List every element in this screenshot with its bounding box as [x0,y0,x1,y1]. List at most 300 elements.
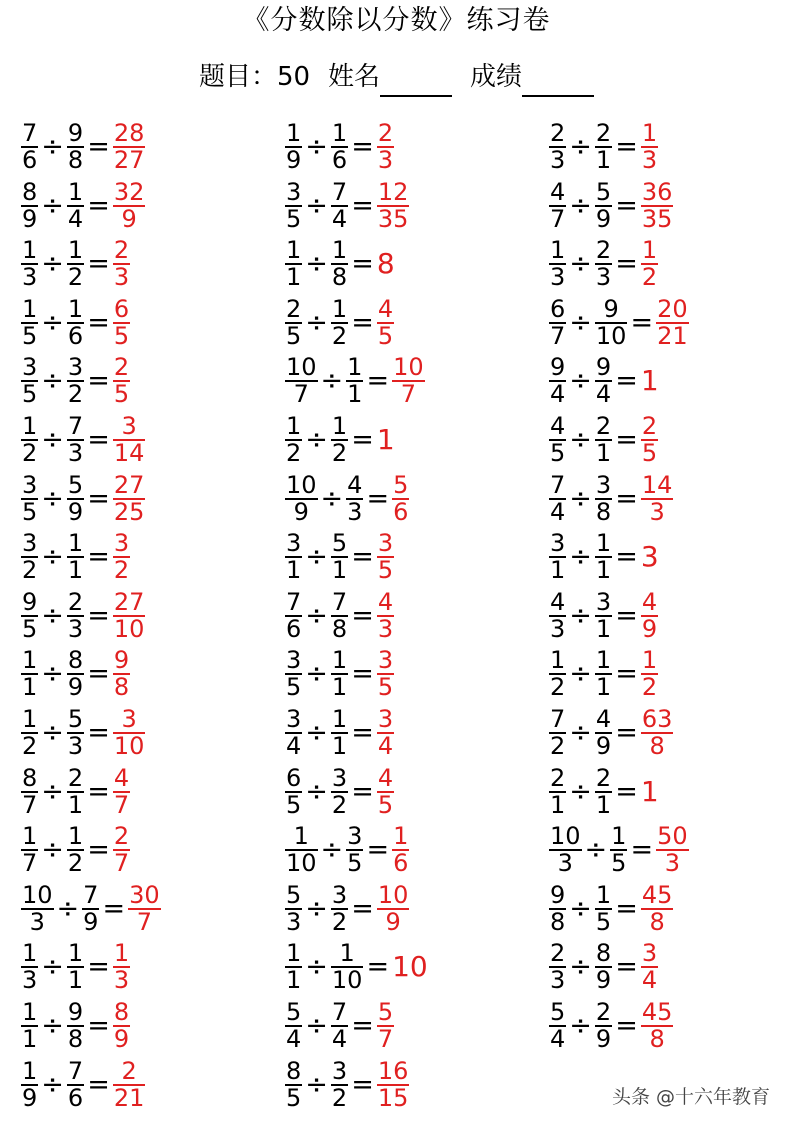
answer-fraction [113,587,146,643]
dividend-fraction [21,763,38,819]
dividend-fraction-numerator: 3 [286,529,302,558]
divisor-fraction [595,1000,612,1052]
divisor-fraction-denominator: 5 [611,849,627,878]
divisor-fraction-denominator: 8 [67,1025,84,1053]
divisor-fraction-denominator: 1 [595,439,612,467]
equals-sign: = [351,892,374,924]
answer-fraction-denominator: 15 [377,1083,409,1112]
dividend-fraction-numerator: 2 [550,939,566,968]
answer-fraction-denominator: 5 [377,321,394,350]
answer-fraction-denominator: 6 [393,497,409,526]
dividend-fraction-denominator: 5 [286,321,302,350]
equals-sign: = [87,1010,110,1041]
answer-fraction [656,294,689,350]
dividend-fraction-denominator: 9 [293,497,309,526]
equals-sign: = [615,599,638,631]
divisor-fraction-numerator: 3 [331,763,348,792]
divisor-fraction-numerator: 2 [67,587,84,616]
divisor-fraction [67,414,84,466]
dividend-fraction [21,414,38,466]
divisor-fraction [67,707,84,759]
dividend-fraction-denominator: 1 [286,263,302,292]
divisor-fraction [67,294,84,350]
equals-sign: = [87,306,110,338]
equation-row [285,938,428,996]
dividend-fraction-numerator: 4 [550,412,566,440]
equation-row [21,997,130,1055]
divisor-fraction-denominator: 9 [595,1025,612,1053]
answer-fraction-denominator: 7 [113,849,130,878]
divisor-fraction [331,531,348,583]
equals-sign: = [351,1068,374,1100]
divide-sign: ÷ [584,834,608,866]
divisor-fraction-denominator: 4 [595,380,612,409]
dividend-fraction-denominator: 7 [550,321,566,350]
divisor-fraction-denominator: 6 [331,146,348,174]
dividend-fraction [549,648,566,700]
equals-sign: = [87,951,110,983]
dividend-fraction-numerator: 3 [286,646,302,675]
equals-sign: = [615,541,638,573]
divisor-fraction [67,941,84,993]
divide-sign: ÷ [305,599,328,631]
dividend-fraction-denominator: 5 [286,673,302,702]
divisor-fraction-denominator: 2 [331,439,348,467]
equals-sign: = [615,658,638,690]
divisor-fraction-denominator: 1 [347,380,363,409]
name-blank[interactable] [380,59,452,97]
equation-row [549,587,658,645]
answer-fraction-numerator: 30 [129,880,160,909]
score-blank[interactable] [522,59,594,97]
equation-row [285,880,409,938]
answer-fraction-numerator: 20 [657,294,688,323]
divisor-fraction-denominator: 1 [595,146,612,174]
equation-row [285,177,409,235]
dividend-fraction-numerator: 1 [550,646,566,675]
watermark: 头条 @十六年教育 [612,1086,771,1108]
divisor-fraction-numerator: 2 [595,236,612,265]
equation-row [549,294,689,352]
divisor-fraction-numerator: 1 [67,177,84,206]
divisor-fraction [331,238,348,290]
answer-fraction [641,470,674,526]
dividend-fraction [285,707,302,759]
answer-fraction [113,238,130,290]
divisor-fraction-denominator: 1 [67,790,84,819]
divisor-fraction-denominator: 3 [347,497,363,526]
divide-sign: ÷ [305,951,328,983]
divisor-fraction-denominator: 9 [67,497,84,526]
answer-fraction [641,707,674,759]
divide-sign: ÷ [41,248,64,280]
dividend-fraction [285,355,318,407]
divide-sign: ÷ [305,189,328,221]
answer-fraction-numerator: 4 [377,587,394,616]
answer-fraction-numerator: 1 [113,939,130,968]
equals-sign: = [351,306,374,338]
answer-fraction [392,355,425,407]
dividend-fraction [285,587,302,643]
divisor-fraction-denominator: 1 [595,614,612,643]
divisor-fraction [67,1000,84,1052]
answer-fraction-denominator: 14 [113,439,145,467]
answer-fraction-numerator: 3 [377,705,394,733]
equals-sign: = [615,892,638,924]
answer-fraction-denominator: 3 [113,966,130,995]
answer-fraction-numerator: 32 [113,177,145,206]
divisor-fraction-numerator: 3 [347,822,363,851]
divide-sign: ÷ [41,1010,64,1041]
dividend-fraction-numerator: 1 [22,822,38,851]
equals-sign: = [630,834,654,866]
divisor-fraction [331,1056,348,1112]
dividend-fraction-numerator: 1 [22,236,38,265]
equals-sign: = [351,541,374,573]
divide-sign: ÷ [320,482,344,514]
answer-whole-number: 8 [376,247,395,281]
divisor-fraction-denominator: 1 [67,966,84,995]
divisor-fraction [595,294,628,350]
equation-row [21,235,130,293]
divisor-fraction-numerator: 1 [67,294,84,323]
answer-fraction-denominator: 2 [641,673,658,702]
answer-fraction-numerator: 45 [641,880,673,909]
answer-fraction-denominator: 3 [377,146,394,174]
answer-fraction-denominator: 8 [649,732,665,760]
dividend-fraction-denominator: 1 [550,790,566,819]
divisor-fraction-numerator: 8 [595,939,612,968]
divisor-fraction-denominator: 3 [67,439,84,467]
answer-fraction-numerator: 5 [377,998,394,1026]
divisor-fraction [67,763,84,819]
divide-sign: ÷ [56,892,80,924]
dividend-fraction [285,531,302,583]
divide-sign: ÷ [41,658,64,690]
divisor-fraction-numerator: 9 [67,998,84,1026]
answer-fraction [377,294,394,350]
divisor-fraction-denominator: 10 [331,966,363,995]
divisor-fraction-denominator: 2 [331,907,348,936]
dividend-fraction-numerator: 7 [550,470,566,499]
divisor-fraction-denominator: 1 [67,556,84,585]
answer-fraction-denominator: 5 [113,321,130,350]
equation-row [285,470,409,528]
dividend-fraction-denominator: 7 [293,380,309,409]
dividend-fraction [21,707,38,759]
dividend-fraction-denominator: 3 [550,614,566,643]
answer-fraction [113,824,130,876]
dividend-fraction-denominator: 5 [22,497,38,526]
divisor-fraction-denominator: 9 [595,966,612,995]
divisor-fraction [331,941,364,993]
dividend-fraction [21,294,38,350]
dividend-fraction-denominator: 4 [550,497,566,526]
divisor-fraction [67,470,84,526]
divisor-fraction-numerator: 1 [331,941,364,968]
answer-fraction-numerator: 4 [113,763,130,792]
divisor-fraction-denominator: 9 [83,907,99,936]
dividend-fraction [21,121,38,173]
dividend-fraction-numerator: 9 [22,587,38,616]
dividend-fraction-numerator: 9 [550,880,566,909]
divide-sign: ÷ [305,248,328,280]
dividend-fraction-numerator: 1 [286,412,302,440]
dividend-fraction-numerator: 7 [286,587,302,616]
divisor-fraction [595,880,612,936]
equation-row [285,821,409,879]
divide-sign: ÷ [305,892,328,924]
answer-fraction [641,587,658,643]
divisor-fraction [331,177,348,233]
equation-row [21,177,145,235]
answer-fraction-numerator: 2 [113,236,130,265]
answer-fraction-numerator: 8 [113,998,130,1026]
divisor-fraction [331,587,348,643]
answer-fraction-numerator: 3 [113,707,146,734]
divide-sign: ÷ [41,306,64,338]
dividend-fraction-denominator: 3 [550,263,566,292]
divisor-fraction-numerator: 1 [67,939,84,968]
dividend-fraction-numerator: 8 [22,177,38,206]
dividend-fraction-denominator: 3 [557,849,573,878]
answer-fraction-numerator: 4 [377,294,394,323]
divisor-fraction-numerator: 1 [67,822,84,851]
divide-sign: ÷ [305,541,328,573]
dividend-fraction-denominator: 1 [550,556,566,585]
dividend-fraction [285,177,302,233]
divisor-fraction-numerator: 1 [595,646,612,675]
dividend-fraction [21,238,38,290]
answer-fraction-numerator: 27 [113,470,145,499]
answer-fraction [377,177,410,233]
answer-fraction-numerator: 3 [377,646,394,675]
equals-sign: = [351,424,374,455]
equation-row [285,704,394,762]
answer-fraction-numerator: 4 [641,587,658,616]
equation-row [549,235,658,293]
equals-sign: = [87,365,110,397]
dividend-fraction-denominator: 1 [22,1025,38,1053]
answer-fraction-denominator: 5 [377,790,394,819]
divide-sign: ÷ [569,306,592,338]
divisor-fraction-numerator: 1 [331,236,348,265]
equals-sign: = [351,248,374,280]
answer-fraction-numerator: 16 [377,1056,409,1085]
divisor-fraction-numerator: 5 [595,177,612,206]
dividend-fraction-numerator: 7 [550,705,566,733]
answer-fraction-denominator: 10 [113,614,145,643]
answer-fraction-denominator: 3 [113,263,130,292]
dividend-fraction-denominator: 2 [22,732,38,760]
answer-fraction-denominator: 21 [657,321,688,350]
answer-fraction-denominator: 7 [377,1025,394,1053]
dividend-fraction [549,294,566,350]
equals-sign: = [351,1010,374,1041]
answer-fraction [128,880,161,936]
answer-fraction-numerator: 6 [113,294,130,323]
equation-row [549,411,658,469]
dividend-fraction-numerator: 1 [285,824,318,851]
equation-row [21,763,130,821]
answer-fraction-denominator: 9 [641,614,658,643]
divide-sign: ÷ [41,834,64,866]
equals-sign: = [366,834,390,866]
answer-fraction-denominator: 9 [385,907,401,936]
answer-fraction [377,587,394,643]
answer-fraction-denominator: 3 [664,849,680,878]
divisor-fraction-numerator: 9 [67,119,84,147]
divisor-fraction [67,177,84,233]
dividend-fraction-numerator: 5 [286,998,302,1026]
equals-sign: = [351,599,374,631]
dividend-fraction [21,355,38,407]
divide-sign: ÷ [305,1068,328,1100]
equation-row [21,645,130,703]
dividend-fraction-numerator: 1 [22,998,38,1026]
divisor-fraction [595,355,612,407]
dividend-fraction [21,1056,38,1112]
divide-sign: ÷ [569,424,592,455]
answer-fraction-numerator: 10 [393,353,424,382]
dividend-fraction [21,824,38,876]
equals-sign: = [87,775,110,807]
equals-sign: = [87,248,110,280]
divisor-fraction [595,470,612,526]
dividend-fraction [549,824,582,876]
divisor-fraction [331,648,348,700]
dividend-fraction-numerator: 1 [286,236,302,265]
answer-fraction-numerator: 3 [641,939,658,968]
divisor-fraction [67,121,84,173]
equation-row [285,528,394,586]
divisor-fraction-denominator: 5 [595,907,612,936]
dividend-fraction-denominator: 9 [286,146,302,174]
divide-sign: ÷ [320,365,344,397]
answer-fraction-denominator: 3 [641,146,658,174]
dividend-fraction-numerator: 1 [22,412,38,440]
dividend-fraction-denominator: 2 [22,439,38,467]
divide-sign: ÷ [41,365,64,397]
equation-row [549,177,673,235]
equation-row [549,821,689,879]
equation-row [285,645,394,703]
dividend-fraction-numerator: 1 [286,939,302,968]
dividend-fraction-numerator: 10 [550,822,581,851]
equals-sign: = [87,658,110,690]
dividend-fraction-numerator: 3 [22,529,38,558]
divisor-fraction [67,824,84,876]
dividend-fraction [21,648,38,700]
dividend-fraction-denominator: 7 [22,790,38,819]
equation-row [549,880,673,938]
equation-row [285,118,394,176]
dividend-fraction-denominator: 8 [550,907,566,936]
dividend-fraction [549,707,566,759]
dividend-fraction-denominator: 7 [22,849,38,878]
equals-sign: = [87,482,110,514]
dividend-fraction [285,238,302,290]
divide-sign: ÷ [305,306,328,338]
equals-sign: = [615,775,638,807]
divisor-fraction-denominator: 8 [331,263,348,292]
divisor-fraction-numerator: 3 [67,353,84,382]
dividend-fraction [549,238,566,290]
divisor-fraction-numerator: 1 [595,529,612,558]
equals-sign: = [615,248,638,280]
answer-fraction-denominator: 8 [649,907,665,936]
equals-sign: = [87,541,110,573]
answer-fraction-denominator: 35 [377,204,409,233]
answer-fraction-denominator: 7 [136,907,152,936]
equation-row [21,587,145,645]
divisor-fraction-numerator: 3 [595,587,612,616]
dividend-fraction [549,470,566,526]
answer-fraction [113,1056,146,1112]
equals-sign: = [351,717,374,748]
divisor-fraction-denominator: 2 [67,263,84,292]
divisor-fraction [67,355,84,407]
dividend-fraction [285,941,302,993]
answer-fraction-denominator: 4 [641,966,658,995]
divisor-fraction-denominator: 1 [595,673,612,702]
answer-fraction-denominator: 3 [377,614,394,643]
answer-fraction-numerator: 12 [377,177,409,206]
equals-sign: = [615,131,638,162]
divisor-fraction-denominator: 9 [595,732,612,760]
answer-fraction [641,238,658,290]
equation-row [285,235,395,293]
divisor-fraction-denominator: 2 [331,790,348,819]
answer-fraction [377,880,410,936]
answer-fraction-denominator: 5 [377,673,394,702]
dividend-fraction-numerator: 2 [286,294,302,323]
equation-row [21,470,145,528]
answer-fraction-numerator: 2 [377,119,394,147]
answer-fraction-denominator: 9 [121,204,137,233]
dividend-fraction [285,763,302,819]
dividend-fraction-numerator: 8 [286,1056,302,1085]
answer-fraction [113,648,130,700]
equals-sign: = [615,482,638,514]
answer-fraction [113,470,146,526]
dividend-fraction-denominator: 5 [22,380,38,409]
divisor-fraction-denominator: 1 [331,732,348,760]
dividend-fraction-numerator: 10 [286,353,317,382]
answer-fraction [377,121,394,173]
equals-sign: = [366,951,390,983]
dividend-fraction-denominator: 3 [29,907,45,936]
divisor-fraction-denominator: 2 [67,380,84,409]
dividend-fraction-denominator: 1 [286,966,302,995]
divisor-fraction [331,707,348,759]
dividend-fraction-denominator: 2 [550,732,566,760]
dividend-fraction-numerator: 10 [22,880,53,909]
dividend-fraction [21,880,54,936]
dividend-fraction [549,1000,566,1052]
dividend-fraction [285,470,318,526]
answer-fraction-denominator: 7 [400,380,416,409]
answer-fraction [377,763,394,819]
answer-whole-number: 3 [640,540,659,574]
equation-row [21,821,130,879]
divisor-fraction-denominator: 1 [595,790,612,819]
answer-fraction-denominator: 21 [113,1083,145,1112]
answer-whole-number: 10 [392,950,428,984]
dividend-fraction [285,294,302,350]
answer-fraction [641,880,674,936]
answer-fraction [377,707,394,759]
